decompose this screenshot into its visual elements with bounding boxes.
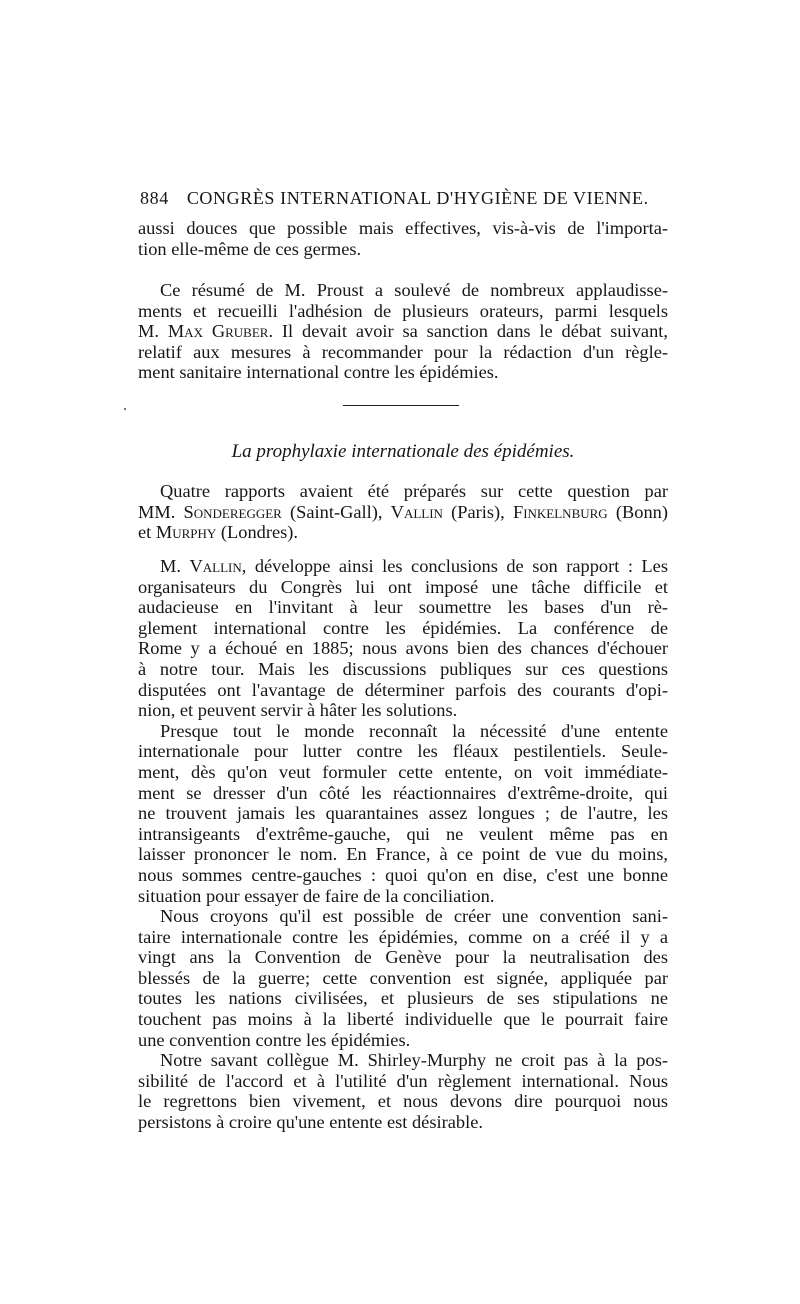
text-line <box>138 321 668 342</box>
text-line: blessés de la guerre; cette convention est signée, appliquée par <box>138 967 668 988</box>
paragraph-vallin <box>138 556 668 1133</box>
text-line: nous sommes centre-gauches : quoi qu'on en dise, c'est une bonne <box>138 864 668 885</box>
text-line: persistons à croire qu'une entente est désirable. <box>138 1112 483 1133</box>
text-span: M. <box>138 321 168 342</box>
text-span: MM. <box>138 501 184 522</box>
text-line: ne trouvent jamais les quarantaines assez longues ; de l'autre, les <box>138 803 668 824</box>
person-name: Sonderegger <box>183 501 282 522</box>
text-line: ments et recueilli l'adhésion de plusieurs orateurs, parmi lesquels <box>138 300 668 321</box>
text-line: une convention contre les épidémies. <box>138 1029 411 1050</box>
text-line: intransigeants d'extrême-gauche, qui ne veulent même pas en <box>138 823 668 844</box>
text-line <box>138 522 668 543</box>
paragraph-proust-summary <box>138 280 668 383</box>
text-line <box>138 556 668 577</box>
text-span: , développe ainsi les conclusions de son rapport : Les <box>241 556 668 576</box>
text-span: Quatre rapports avaient été préparés sur cette question par <box>160 481 668 501</box>
text-span: (Paris), <box>442 501 513 522</box>
text-span: Notre savant collègue M. Shirley-Murphy ne croit pas à la pos- <box>160 1050 668 1071</box>
text-line: à notre tour. Mais les discussions publiques sur ces questions <box>138 658 668 679</box>
stray-mark <box>124 408 126 410</box>
text-line <box>138 481 668 502</box>
text-line: organisateurs du Congrès lui ont imposé une tâche difficile et <box>138 576 668 597</box>
text-line: nion, et peuvent servir à hâter les solutions. <box>138 700 458 721</box>
text-span: (Londres). <box>216 522 299 543</box>
running-title: CONGRÈS INTERNATIONAL D'HYGIÈNE DE VIENNE. <box>186 188 649 208</box>
text-line <box>138 1050 668 1071</box>
text-line <box>138 906 668 927</box>
text-line <box>138 280 668 301</box>
text-line: ment sanitaire international contre les épidémies. <box>138 362 499 383</box>
text-line: le regrettons bien vivement, et nous devons dire pourquoi nous <box>138 1091 668 1112</box>
text-span: . Il devait avoir sa sanction dans le débat suivant, <box>268 321 668 342</box>
person-name: Vallin <box>390 501 443 522</box>
text-line <box>138 502 668 523</box>
text-line: Rome y a échoué en 1885; nous avons bien des chances d'échouer <box>138 638 668 659</box>
text-line: touchent pas moins à la liberté individuelle que le pourrait faire <box>138 1009 668 1030</box>
text-line: vingt ans la Convention de Genève pour la neutralisation des <box>138 947 668 968</box>
text-line: disputées ont l'avantage de déterminer parfois des courants d'opi- <box>138 679 668 700</box>
text-line: ment, dès qu'on veut formuler cette entente, on voit immédiate- <box>138 761 668 782</box>
text-line: internationale pour lutter contre les fléaux pestilentiels. Seule- <box>138 741 668 762</box>
person-name: Finkelnburg <box>512 501 608 522</box>
text-span: M. <box>160 556 190 576</box>
text-line: situation pour essayer de faire de la conciliation. <box>138 885 495 906</box>
text-span: Ce résumé de M. Proust a soulevé de nombreux applaudisse- <box>160 280 668 300</box>
running-header <box>140 188 670 209</box>
text-span: (Bonn) <box>607 501 668 522</box>
text-line: taire internationale contre les épidémies, comme on a créé il y a <box>138 926 668 947</box>
text-line <box>138 721 668 742</box>
text-span: Presque tout le monde reconnaît la nécessité d'une entente <box>160 720 668 741</box>
text-line: audacieuse en l'invitant à leur soumettre les bases d'un rè- <box>138 597 668 618</box>
section-divider <box>343 405 459 406</box>
paragraph-reports <box>138 481 668 543</box>
person-name: Vallin <box>189 556 242 576</box>
text-line: glement international contre les épidémies. La conférence de <box>138 617 668 638</box>
text-line: aussi douces que possible mais effectives, vis-à-vis de l'importa- <box>138 218 668 238</box>
paragraph-continuation <box>138 218 668 259</box>
text-line: relatif aux mesures à recommander pour la rédaction d'un règle- <box>138 341 668 362</box>
person-name: Max Gruber <box>167 321 269 342</box>
text-line: tion elle-même de ces germes. <box>138 238 362 259</box>
section-title: La prophylaxie internationale des épidémies. <box>231 441 575 462</box>
person-name: Murphy <box>155 522 217 543</box>
text-line: ment se dresser d'un côté les réactionnaires d'extrême-droite, qui <box>138 782 668 803</box>
text-span: Nous croyons qu'il est possible de créer une convention sani- <box>160 906 668 927</box>
text-line: toutes les nations civilisées, et plusieurs de ses stipulations ne <box>138 988 668 1009</box>
text-line: laisser prononcer le nom. En France, à ce point de vue du moins, <box>138 844 668 865</box>
page-number: 884 <box>140 188 169 208</box>
text-line: sibilité de l'accord et à l'utilité d'un règlement international. Nous <box>138 1070 668 1091</box>
text-span: (Saint-Gall), <box>281 501 391 522</box>
text-span: et <box>138 522 156 543</box>
